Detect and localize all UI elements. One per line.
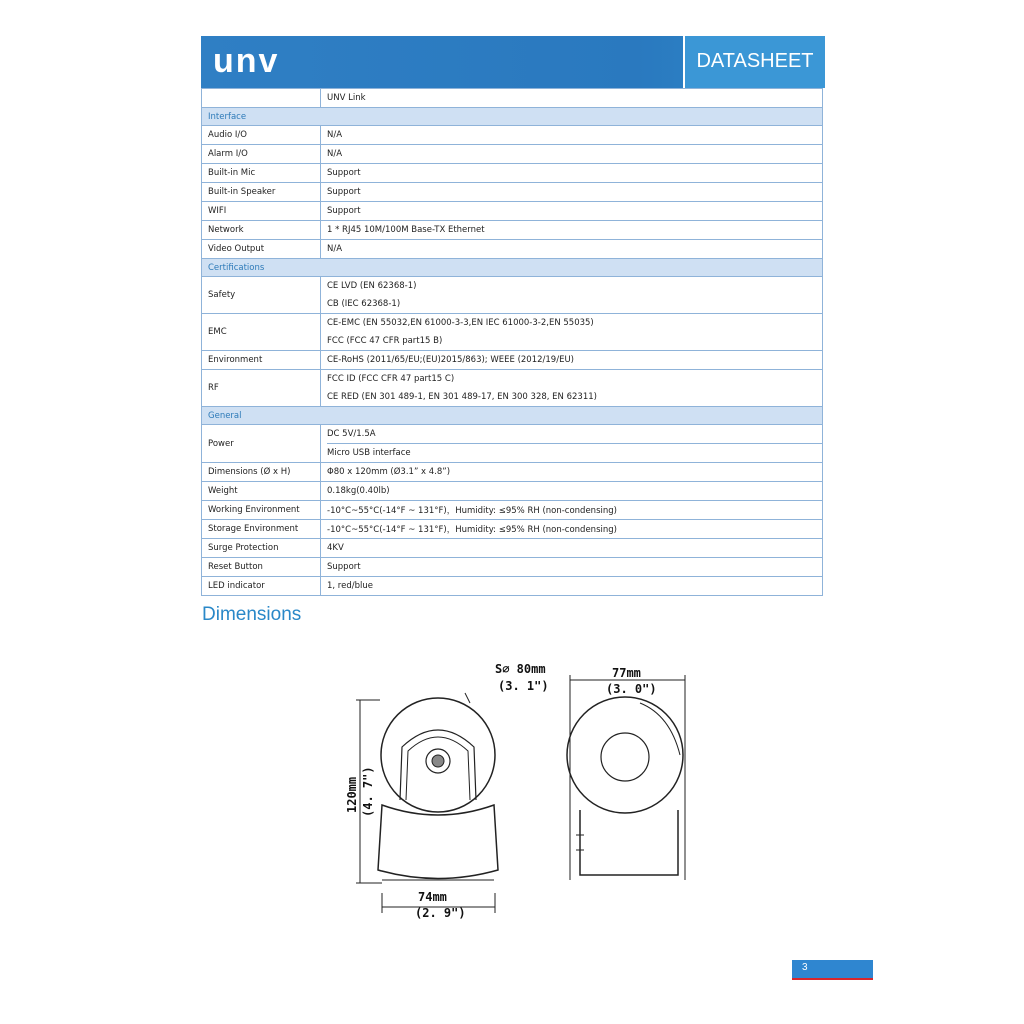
spec-row: [202, 221, 823, 240]
section-header-row: [202, 108, 823, 126]
spec-value: Support: [321, 202, 823, 221]
spec-value: [321, 314, 823, 351]
spec-value: N/A: [321, 240, 823, 259]
spec-row: [202, 577, 823, 596]
spec-row: [202, 89, 823, 108]
spec-value-line: CE RED (EN 301 489-1, EN 301 489-17, EN 300 328, EN 62311): [327, 392, 597, 402]
depth-mm-label: 77mm: [612, 666, 641, 680]
spec-row: [202, 314, 823, 351]
spec-key: Dimensions (Ø x H): [202, 463, 321, 482]
datasheet-badge-label: DATASHEET: [696, 50, 814, 72]
dimensions-heading: Dimensions: [202, 604, 302, 625]
page-number-badge: [792, 960, 873, 980]
spec-key: Surge Protection: [202, 539, 321, 558]
spec-value-line: Micro USB interface: [327, 443, 822, 462]
spec-key: Built-in Mic: [202, 164, 321, 183]
spec-row: [202, 501, 823, 520]
specification-table: [201, 88, 823, 596]
spec-key: Working Environment: [202, 501, 321, 520]
spec-row: [202, 202, 823, 221]
unv-logo: unv: [213, 42, 280, 80]
page-number: 3: [802, 962, 808, 973]
spec-key: WIFI: [202, 202, 321, 221]
spec-value: [321, 370, 823, 407]
section-label: Certifications: [202, 259, 823, 277]
spec-value: N/A: [321, 145, 823, 164]
spec-key: Audio I/O: [202, 126, 321, 145]
spec-key: Storage Environment: [202, 520, 321, 539]
datasheet-header: [201, 36, 823, 88]
spec-value: Φ80 x 120mm (Ø3.1” x 4.8”): [321, 463, 823, 482]
spec-key: Built-in Speaker: [202, 183, 321, 202]
spec-value-line: FCC ID (FCC CFR 47 part15 C): [327, 374, 455, 384]
spec-key: Power: [202, 425, 321, 463]
spec-key: Network: [202, 221, 321, 240]
diameter-in-label: (3. 1"): [498, 679, 549, 693]
spec-value: Support: [321, 183, 823, 202]
section-header-row: [202, 407, 823, 425]
spec-row: [202, 240, 823, 259]
spec-key: Video Output: [202, 240, 321, 259]
spec-value: N/A: [321, 126, 823, 145]
spec-value: -10°C~55°C(-14°F ~ 131°F)，Humidity: ≤95% RH (non-condensing): [321, 520, 823, 539]
spec-value: 1, red/blue: [321, 577, 823, 596]
section-label: Interface: [202, 108, 823, 126]
diameter-mm-label: S∅ 80mm: [495, 662, 546, 676]
spec-value-line: FCC (FCC 47 CFR part15 B): [327, 336, 443, 346]
spec-value: CE-RoHS (2011/65/EU;(EU)2015/863); WEEE (2012/19/EU): [321, 351, 823, 370]
spec-value: 0.18kg(0.40lb): [321, 482, 823, 501]
spec-value-line: CE-EMC (EN 55032,EN 61000-3-3,EN IEC 61000-3-2,EN 55035): [327, 318, 594, 328]
spec-key: Environment: [202, 351, 321, 370]
spec-row: [202, 126, 823, 145]
spec-row: [202, 425, 823, 463]
dimension-drawing: [340, 655, 700, 930]
spec-key: Alarm I/O: [202, 145, 321, 164]
spec-key: Weight: [202, 482, 321, 501]
height-in-label: (4. 7"): [361, 766, 375, 817]
spec-row: [202, 463, 823, 482]
spec-value: UNV Link: [321, 89, 823, 108]
side-view-base: [580, 810, 678, 875]
spec-row: [202, 145, 823, 164]
side-view-sphere: [567, 697, 683, 813]
section-header-row: [202, 259, 823, 277]
section-label: General: [202, 407, 823, 425]
spec-value: [321, 425, 823, 463]
spec-value: 4KV: [321, 539, 823, 558]
spec-row: [202, 183, 823, 202]
width-in-label: (2. 9"): [415, 906, 466, 920]
spec-row: [202, 351, 823, 370]
width-mm-label: 74mm: [418, 890, 447, 904]
spec-key: [202, 89, 321, 108]
spec-value-line: DC 5V/1.5A: [327, 429, 376, 439]
spec-row: [202, 558, 823, 577]
spec-key: Safety: [202, 277, 321, 314]
spec-row: [202, 482, 823, 501]
spec-value: [321, 277, 823, 314]
spec-value: Support: [321, 558, 823, 577]
spec-key: RF: [202, 370, 321, 407]
depth-in-label: (3. 0"): [606, 682, 657, 696]
datasheet-badge: [683, 36, 825, 88]
spec-row: [202, 370, 823, 407]
spec-row: [202, 539, 823, 558]
spec-value: -10°C~55°C(-14°F ~ 131°F)，Humidity: ≤95% RH (non-condensing): [321, 501, 823, 520]
spec-value-line: CE LVD (EN 62368-1): [327, 281, 417, 291]
spec-key: EMC: [202, 314, 321, 351]
spec-key: LED indicator: [202, 577, 321, 596]
spec-row: [202, 164, 823, 183]
side-view-lens-housing: [601, 733, 649, 781]
height-mm-label: 120mm: [345, 776, 359, 813]
front-view-base: [378, 805, 498, 879]
spec-row: [202, 277, 823, 314]
spec-value-line: CB (IEC 62368-1): [327, 299, 401, 309]
spec-value: 1 * RJ45 10M/100M Base-TX Ethernet: [321, 221, 823, 240]
spec-row: [202, 520, 823, 539]
spec-value: Support: [321, 164, 823, 183]
spec-key: Reset Button: [202, 558, 321, 577]
